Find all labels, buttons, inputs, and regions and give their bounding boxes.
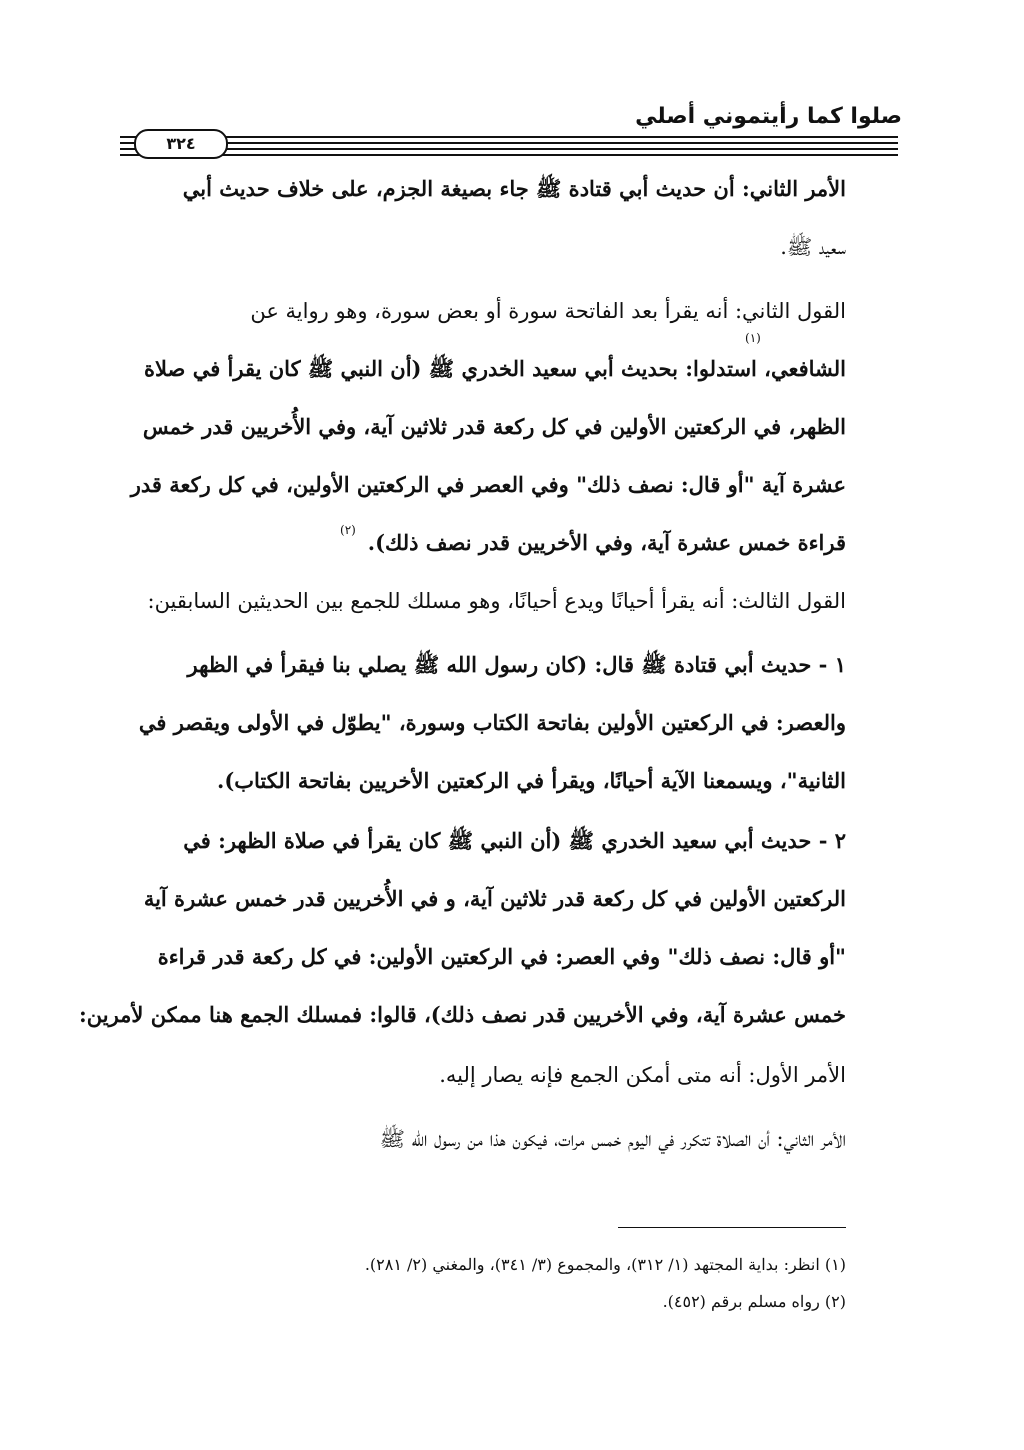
paragraph [178,1046,846,1104]
running-header-title: صلوا كما رأيتموني أصلي [635,104,902,129]
text-line: "أو قال: نصف ذلك" وفي العصر: في الركعتين الأولين: في كل ركعة قدر قراءة [157,944,846,969]
text-line: القول الثاني: أنه يقرأ بعد الفاتحة سورة أو بعض سورة، وهو رواية عن [250,299,846,323]
text-line: قراءة خمس عشرة آية، وفي الأخريين قدر نصف ذلك). [367,530,846,555]
header-rule [120,154,898,156]
text-line: الثانية"، ويسمعنا الآية أحيانًا، ويقرأ في الركعتين الأخريين بفاتحة الكتاب). [217,768,846,793]
paragraph [130,282,846,572]
page-number-badge: ٣٢٤ [134,129,228,159]
footnote: (٢) رواه مسلم برقم (٤٥٢). [662,1292,846,1311]
header-rule [120,148,898,150]
text-line: الأمر الثاني: أن الصلاة تتكرر في اليوم خمس مرات، فيكون هذا من رسول الله ﷺ [379,1127,846,1151]
text-line: سعيد ﷺ. [780,235,846,259]
text-line: ٢ - حديث أبي سعيد الخدري ﷺ (أن النبي ﷺ كان يقرأ في صلاة الظهر: في [183,828,846,853]
text-line: ١ - حديث أبي قتادة ﷺ قال: (كان رسول الله ﷺ يصلي بنا فيقرأ في الظهر [187,652,846,677]
text-line: عشرة آية "أو قال: نصف ذلك" وفي العصر في الركعتين الأولين، في كل ركعة قدر [130,472,846,497]
paragraph [138,636,846,810]
text-line: والعصر: في الركعتين الأولين بفاتحة الكتاب وسورة، "يطوّل في الأولى ويقصر في [138,710,846,735]
text-line: الظهر، في الركعتين الأولين في كل ركعة قدر ثلاثين آية، وفي الأُخريين قدر خمس [142,414,846,439]
header-rule [120,136,898,138]
paragraph [178,1110,846,1168]
text-line: الركعتين الأولين في كل ركعة قدر ثلاثين آية، و في الأُخريين قدر خمس عشرة آية [143,886,846,911]
paragraph [147,572,846,630]
header-rule [120,142,898,144]
footnote-divider [618,1227,846,1228]
paragraph [78,812,846,1044]
book-page: صلوا كما رأيتموني أصلي ٣٢٤ الأمر الثاني: أن حديث أبي قتادة ﷺ جاء بصيغة الجزم، على خلاف حديث أبي سعيد ﷺ. القول الثاني: أنه يقرأ بعد الفاتحة سورة أو بعض سورة، وهو رواية عن الشافعي، استدلوا: بحديث أبي سعيد الخدري ﷺ (أن النبي ﷺ كان يقرأ في صلاة الظهر، في الركعتين الأولين في كل ركعة قدر ثلاثين آية، وفي الأُخريين قدر خمس عشرة آية "أو قال: نصف ذلك" وفي العصر في الركعتين الأولين، في كل ركعة قدر قراءة خمس عشرة آية، وفي الأخريين قدر نصف ذلك). القول الثالث: أنه يقرأ أحيانًا ويدع أحيانًا، وهو مسلك للجمع بين الحديثين السابقين: ١ - حديث أبي قتادة ﷺ قال: (كان رسول الله ﷺ يصلي بنا فيقرأ في الظهر والعصر: في الركعتين الأولين بفاتحة الكتاب وسورة، "يطوّل في الأولى ويقصر في الثانية"، ويسمعنا الآية أحيانًا، ويقرأ في الركعتين الأخريين بفاتحة الكتاب). ٢ - حديث أبي سعيد الخدري ﷺ (أن النبي ﷺ كان يقرأ في صلاة الظهر: في الركعتين الأولين في كل ركعة قدر ثلاثين آية، و في الأُخريين قدر خمس عشرة آية "أو قال: نصف ذلك" وفي العصر: في الركعتين الأولين: في كل ركعة قدر قراءة خمس عشرة آية، وفي الأخريين قدر نصف ذلك)، قالوا: فمسلك الجمع هنا ممكن لأمرين: الأمر الأول: أنه متى أمكن الجمع فإنه يصار إليه. الأمر الثاني: أن الصلاة تتكرر في اليوم خمس مرات، فيكون هذا من رسول الله ﷺ (١) (٢) (١) انظر: بداية المجتهد (١/ ٣١٢)، والمجموع (٣/ ٣٤١)، والمغني (٢/ ٢٨١). (٢) رواه مسلم برقم (٤٥٢). [78,104,902,1311]
text-line: الشافعي، استدلوا: بحديث أبي سعيد الخدري ﷺ (أن النبي ﷺ كان يقرأ في صلاة [144,356,846,381]
text-line: القول الثالث: أنه يقرأ أحيانًا ويدع أحيانًا، وهو مسلك للجمع بين الحديثين السابقين: [147,589,846,613]
text-line: الأمر الأول: أنه متى أمكن الجمع فإنه يصار إليه. [439,1063,846,1087]
text-line: خمس عشرة آية، وفي الأخريين قدر نصف ذلك)، قالوا: فمسلك الجمع هنا ممكن لأمرين: [78,1002,846,1027]
footnote: (١) انظر: بداية المجتهد (١/ ٣١٢)، والمجموع (٣/ ٣٤١)، والمغني (٢/ ٢٨١). [364,1255,846,1274]
paragraph [178,160,846,276]
text-line: الأمر الثاني: أن حديث أبي قتادة ﷺ جاء بصيغة الجزم، على خلاف حديث أبي [182,176,846,201]
